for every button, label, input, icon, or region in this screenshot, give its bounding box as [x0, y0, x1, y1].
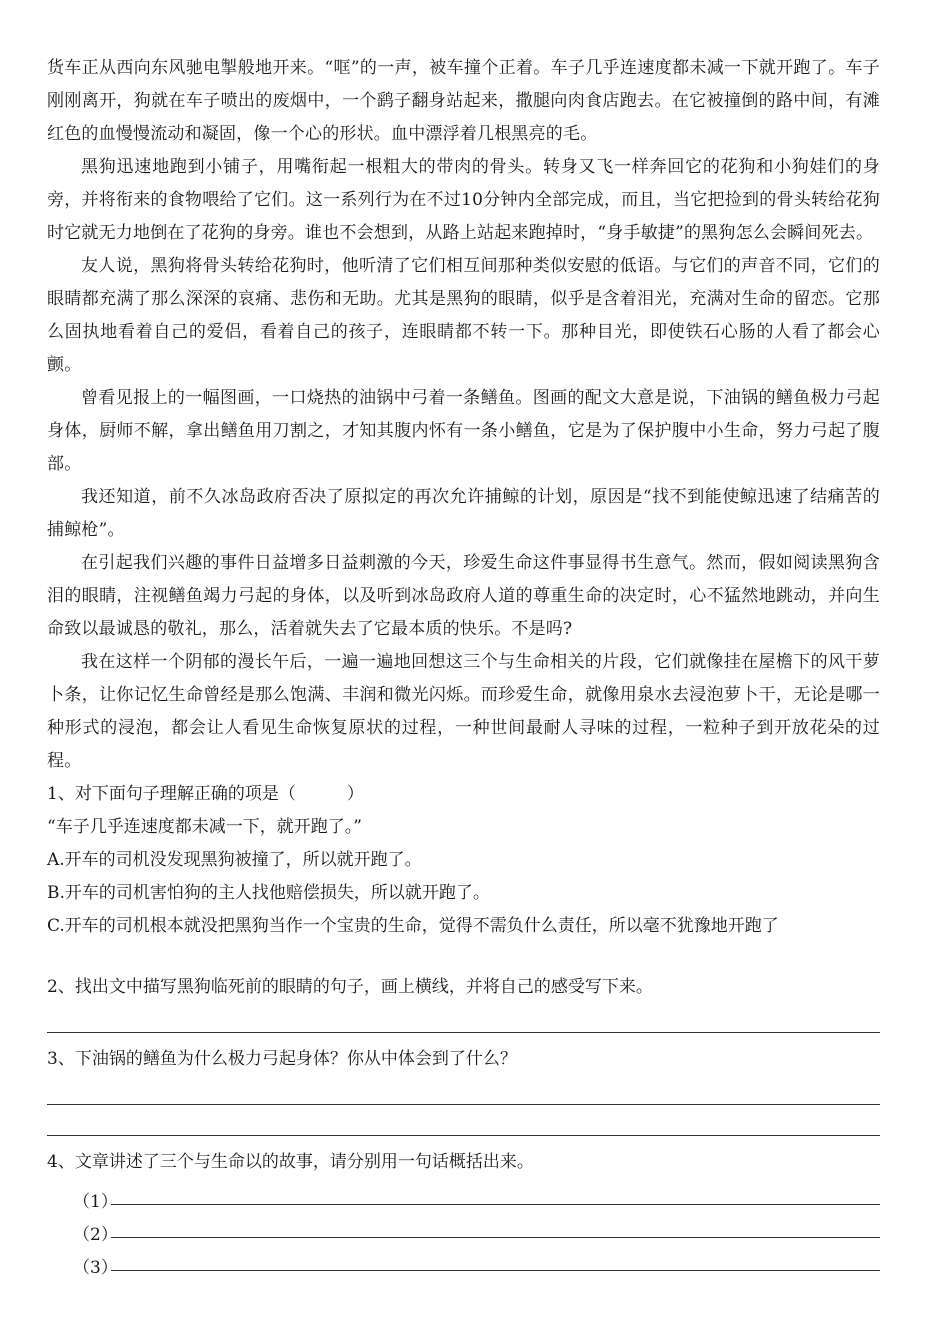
question-1-option-b[interactable]: B.开车的司机害怕狗的主人找他赔偿损失，所以就开跑了。 [47, 883, 490, 903]
question-4-prompt: 4、文章讲述了三个与生命以的故事，请分别用一句话概括出来。 [47, 1152, 534, 1172]
question-1-quote: “车子几乎连速度都未减一下，就开跑了。” [47, 817, 362, 837]
question-1-option-c[interactable]: C.开车的司机根本就没把黑狗当作一个宝贵的生命，觉得不需负什么责任，所以毫不犹豫地开跑了 [47, 916, 779, 936]
answer-line-3[interactable] [111, 1270, 880, 1271]
passage-paragraph-5: 我还知道，前不久冰岛政府否决了原拟定的再次允许捕鲸的计划，原因是“找不到能使鲸迅速了结痛苦的捕鲸枪”。 [47, 487, 880, 540]
question-1 [47, 778, 880, 943]
answer-line-2[interactable] [111, 1237, 880, 1238]
question-2-prompt: 2、找出文中描写黑狗临死前的眼睛的句子，画上横线，并将自己的感受写下来。 [47, 977, 653, 997]
question-4 [47, 1146, 880, 1278]
answer-row-1 [47, 1179, 880, 1212]
question-3-prompt: 3、下油锅的鳝鱼为什么极力弓起身体？你从中体会到了什么？ [47, 1049, 517, 1069]
answer-row-2 [47, 1212, 880, 1245]
answer-line-1[interactable] [111, 1204, 880, 1205]
passage-paragraph-6: 在引起我们兴趣的事件日益增多日益刺激的今天，珍爱生命这件事显得书生意气。然而，假如阅读黑狗含泪的眼睛，注视鳝鱼竭力弓起的身体，以及听到冰岛政府人道的尊重生命的决定时，心不猛然地跳动，并向生命致以最诚恳的敬礼，那么，活着就失去了它最本质的快乐。不是吗? [47, 553, 880, 639]
question-2 [47, 971, 880, 1033]
worksheet-page [47, 52, 880, 1278]
answer-row-3 [47, 1245, 880, 1278]
question-3 [47, 1043, 880, 1136]
answer-label-2: （2） [73, 1225, 118, 1245]
passage-paragraph-1: 货车正从西向东风驰电掣般地开来。“哐”的一声，被车撞个正着。车子几乎连速度都未减一下就开跑了。车子刚刚离开，狗就在车子喷出的废烟中，一个鹞子翻身站起来，撒腿向肉食店跑去。在它被撞倒的路中间，有滩红色的血慢慢流动和凝固，像一个心的形状。血中漂浮着几根黑亮的毛。 [47, 58, 880, 144]
passage-paragraph-2: 黑狗迅速地跑到小铺子，用嘴衔起一根粗大的带肉的骨头。转身又飞一样奔回它的花狗和小狗娃们的身旁，并将衔来的食物喂给了它们。这一系列行为在不过10分钟内全部完成，而且，当它把捡到的骨头转给花狗时它就无力地倒在了花狗的身旁。谁也不会想到，从路上站起来跑掉时，“身手敏捷”的黑狗怎么会瞬间死去。 [47, 157, 880, 243]
passage-paragraph-3: 友人说，黑狗将骨头转给花狗时，他听清了它们相互间那种类似安慰的低语。与它们的声音不同，它们的眼睛都充满了那么深深的哀痛、悲伤和无助。尤其是黑狗的眼睛，似乎是含着泪光，充满对生命的留恋。它那么固执地看着自己的爱侣，看着自己的孩子，连眼睛都不转一下。那种目光，即使铁石心肠的人看了都会心颤。 [47, 256, 880, 375]
question-1-prompt: 1、对下面句子理解正确的项是（ ） [47, 784, 364, 804]
spacer [47, 943, 880, 971]
passage-paragraph-4: 曾看见报上的一幅图画，一口烧热的油锅中弓着一条鳝鱼。图画的配文大意是说，下油锅的鳝鱼极力弓起身体，厨师不解，拿出鳝鱼用刀割之，才知其腹内怀有一条小鳝鱼，它是为了保护腹中小生命，努力弓起了腹部。 [47, 388, 880, 474]
answer-line[interactable] [47, 1135, 880, 1136]
answer-line[interactable] [47, 1032, 880, 1033]
answer-label-3: （3） [73, 1258, 118, 1278]
passage-paragraph-7: 我在这样一个阴郁的漫长午后，一遍一遍地回想这三个与生命相关的片段，它们就像挂在屋檐下的风干萝卜条，让你记忆生命曾经是那么饱满、丰润和微光闪烁。而珍爱生命，就像用泉水去浸泡萝卜干，无论是哪一种形式的浸泡，都会让人看见生命恢复原状的过程，一种世间最耐人寻味的过程，一粒种子到开放花朵的过程。 [47, 652, 880, 771]
answer-label-1: （1） [73, 1192, 118, 1212]
question-1-option-a[interactable]: A.开车的司机没发现黑狗被撞了，所以就开跑了。 [47, 850, 422, 870]
